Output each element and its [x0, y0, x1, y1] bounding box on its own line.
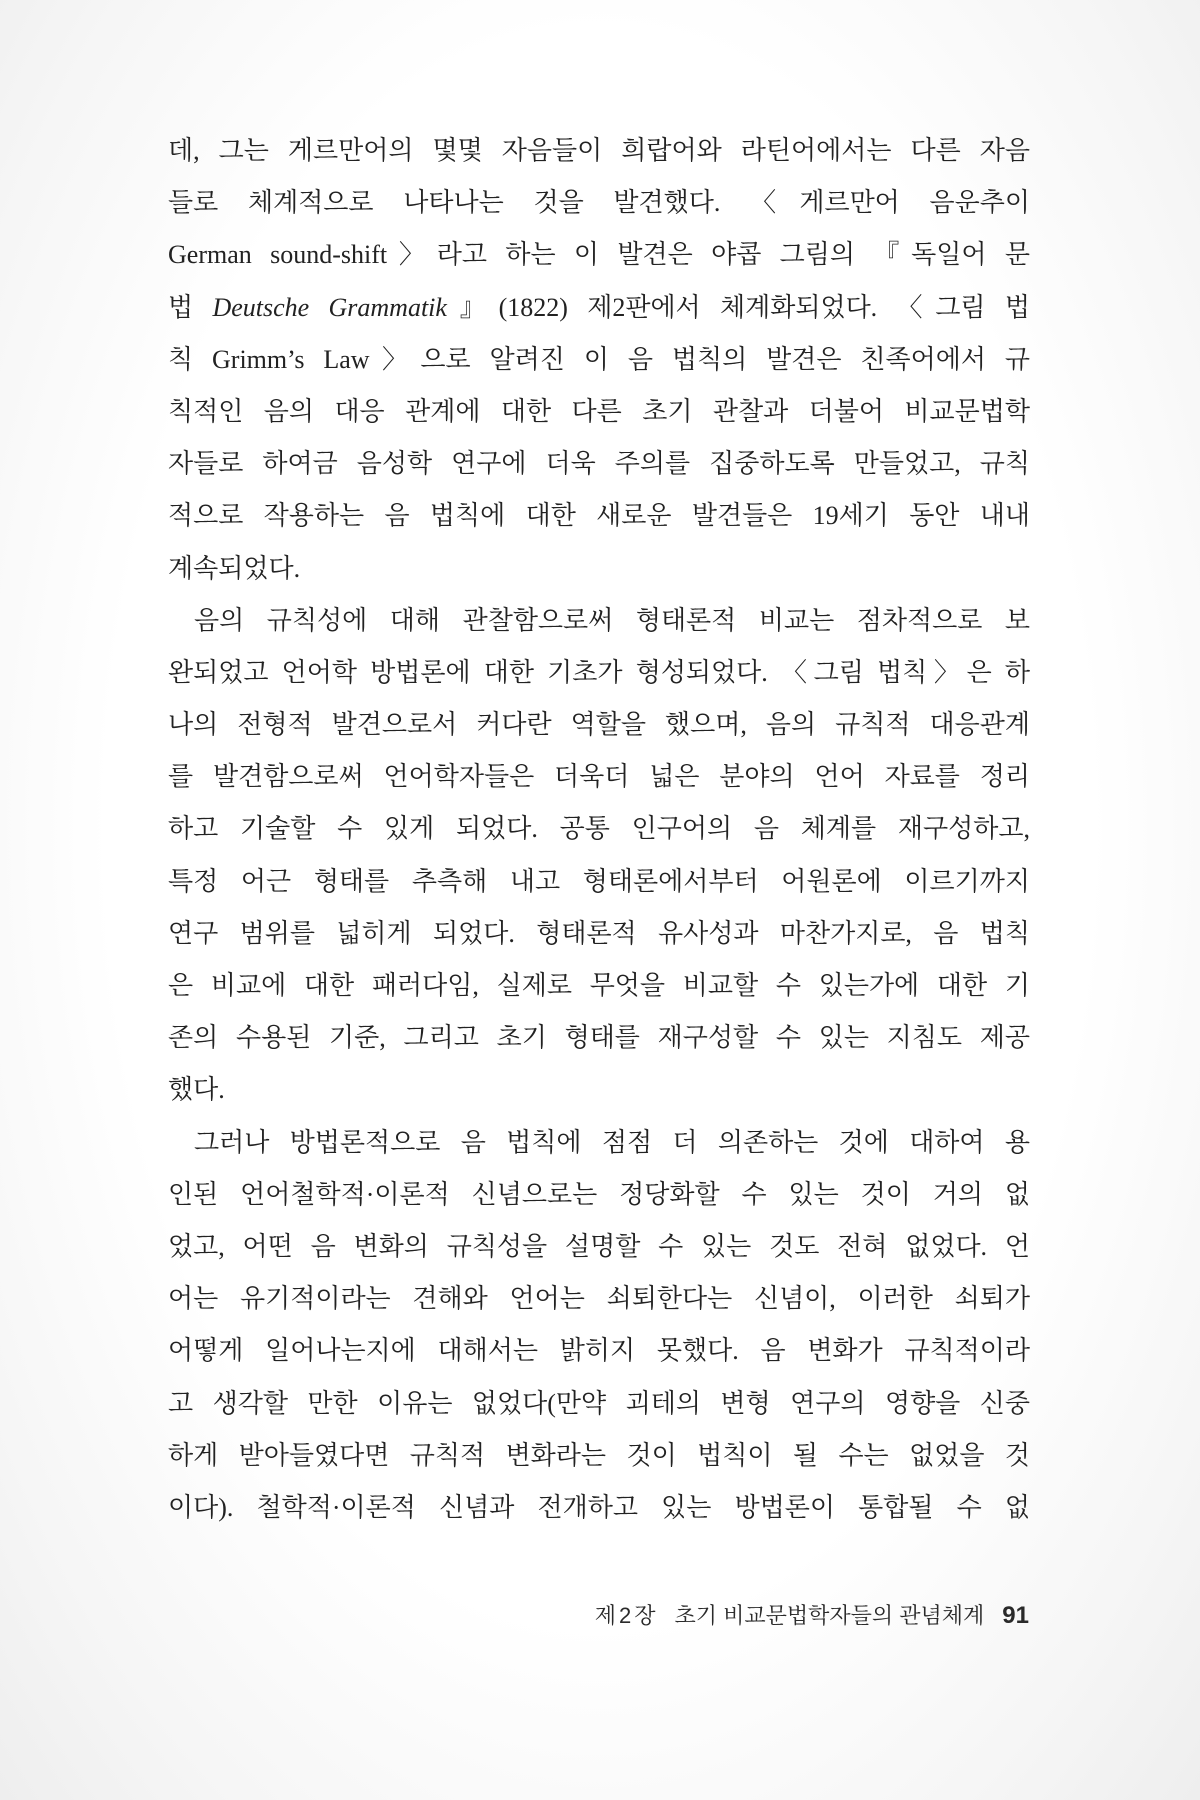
text-line: 어떻게 일어나는지에 대해서는 밝히지 못했다. 음 변화가 규칙적이라	[168, 1336, 1030, 1366]
text-line: 했다.	[168, 1075, 225, 1105]
paragraph	[168, 595, 1030, 1117]
text-line: 이다). 철학적·이론적 신념과 전개하고 있는 방법론이 통합될 수 없	[168, 1492, 1030, 1522]
running-footer	[595, 1598, 1029, 1634]
text-line: German sound-shift〉라고 하는 이 발견은 야콥 그림의 『독일어 문	[168, 240, 1030, 270]
text-segment: 법	[168, 292, 213, 322]
text-line: 적으로 작용하는 음 법칙에 대한 새로운 발견들은 19세기 동안 내내	[168, 501, 1030, 531]
paragraph	[168, 125, 1030, 595]
text-line: 연구 범위를 넓히게 되었다. 형태론적 유사성과 마찬가지로, 음 법칙	[168, 918, 1030, 948]
text-line: 칙 Grimm’s Law〉으로 알려진 이 음 법칙의 발견은 친족어에서 규	[168, 344, 1030, 374]
text-line: 어는 유기적이라는 견해와 언어는 쇠퇴한다는 신념이, 이러한 쇠퇴가	[168, 1284, 1030, 1314]
text-line: 자들로 하여금 음성학 연구에 더욱 주의를 집중하도록 만들었고, 규칙	[168, 449, 1030, 479]
text-segment: 』(1822) 제2판에서 체계화되었다. 〈그림 법	[446, 292, 1030, 322]
text-line: 들로 체계적으로 나타나는 것을 발견했다. 〈게르만어 음운추이	[168, 188, 1030, 218]
text-line: 인된 언어철학적·이론적 신념으로는 정당화할 수 있는 것이 거의 없	[168, 1179, 1030, 1209]
text-line: 완되었고 언어학 방법론에 대한 기초가 형성되었다. 〈그림 법칙〉은 하	[168, 657, 1030, 687]
text-line: 하게 받아들였다면 규칙적 변화라는 것이 법칙이 될 수는 없었을 것	[168, 1440, 1030, 1470]
text-line: 은 비교에 대한 패러다임, 실제로 무엇을 비교할 수 있는가에 대한 기	[168, 971, 1030, 1000]
text-line: 칙적인 음의 대응 관계에 대한 다른 초기 관찰과 더불어 비교문법학	[168, 396, 1030, 426]
text-line: 하고 기술할 수 있게 되었다. 공통 인구어의 음 체계를 재구성하고,	[168, 814, 1030, 844]
text-line: 나의 전형적 발견으로서 커다란 역할을 했으며, 음의 규칙적 대응관계	[168, 710, 1030, 740]
text-line: 고 생각할 만한 이유는 없었다(만약 괴테의 변형 연구의 영향을 신중	[168, 1388, 1030, 1418]
text-line: 었고, 어떤 음 변화의 규칙성을 설명할 수 있는 것도 전혀 없었다. 언	[168, 1231, 1030, 1261]
text-line: 존의 수용된 기준, 그리고 초기 형태를 재구성할 수 있는 지침도 제공	[168, 1023, 1030, 1053]
page-number: 91	[1002, 1602, 1029, 1629]
book-title-italic: Deutsche Grammatik	[212, 292, 447, 322]
text-line: 를 발견함으로써 언어학자들은 더욱더 넓은 분야의 언어 자료를 정리	[168, 762, 1030, 792]
text-line: 음의 규칙성에 대해 관찰함으로써 형태론적 비교는 점차적으로 보	[194, 605, 1030, 635]
paragraph	[168, 1117, 1030, 1535]
chapter-title: 초기 비교문법학자들의 관념체계	[674, 1603, 985, 1628]
text-line: 그러나 방법론적으로 음 법칙에 점점 더 의존하는 것에 대하여 용	[194, 1127, 1030, 1157]
text-line: 데, 그는 게르만어의 몇몇 자음들이 희랍어와 라틴어에서는 다른 자음	[168, 136, 1030, 165]
chapter-label: 제2장	[594, 1603, 659, 1628]
text-line: 계속되었다.	[168, 553, 301, 583]
body-text	[168, 125, 1030, 1534]
text-line	[168, 282, 1030, 334]
text-line: 특정 어근 형태를 추측해 내고 형태론에서부터 어원론에 이르기까지	[168, 866, 1030, 896]
